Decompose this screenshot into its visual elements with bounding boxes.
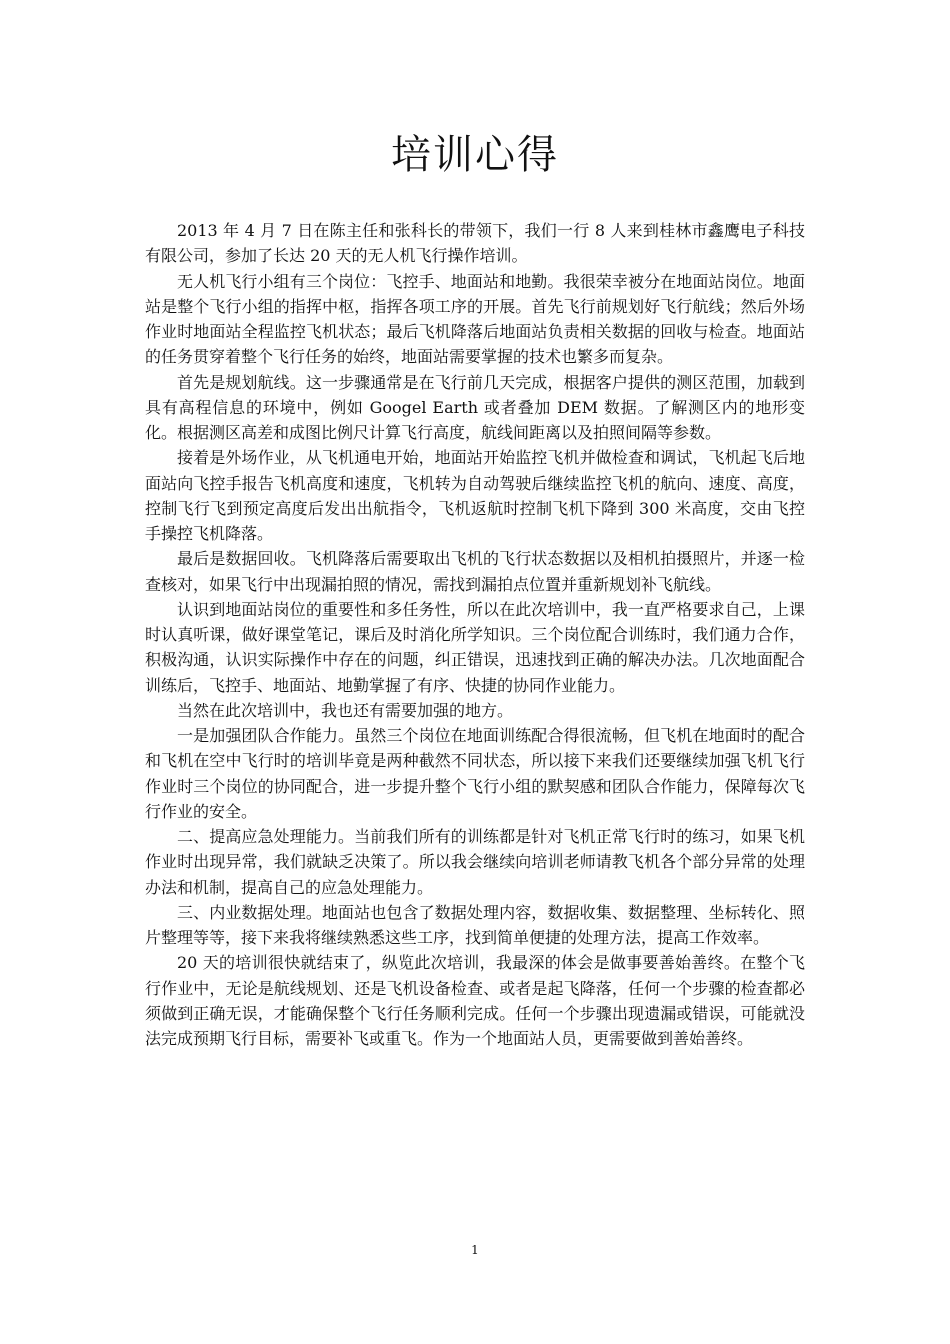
paragraph-8: 一是加强团队合作能力。虽然三个岗位在地面训练配合得很流畅，但飞机在地面时的配合和飞机在空中飞行时的培训毕竟是两种截然不同状态，所以接下来我们还要继续加强飞机飞行作业时三个岗位的协同配合，进一步提升整个飞行小组的默契感和团队合作能力，保障每次飞行作业的安全。	[145, 726, 805, 821]
paragraph-4: 接着是外场作业，从飞机通电开始，地面站开始监控飞机并做检查和调试，飞机起飞后地面站向飞控手报告飞机高度和速度，飞机转为自动驾驶后继续监控飞机的航向、速度、高度，控制飞行飞到预定高度后发出出航指令，飞机返航时控制飞机下降到 300 米高度，交由飞控手操控飞机降落。	[145, 448, 805, 543]
document-title: 培训心得	[391, 132, 559, 178]
paragraph-7: 当然在此次培训中，我也还有需要加强的地方。	[177, 700, 514, 720]
document-body	[145, 218, 805, 1051]
paragraph-3: 首先是规划航线。这一步骤通常是在飞行前几天完成，根据客户提供的测区范围，加载到具有高程信息的环境中，例如 Googel Earth 或者叠加 DEM 数据。了解测区内的地形变化。根据测区高差和成图比例尺计算飞行高度，航线间距离以及拍照间隔等参数。	[145, 372, 805, 442]
paragraph-2: 无人机飞行小组有三个岗位：飞控手、地面站和地勤。我很荣幸被分在地面站岗位。地面站是整个飞行小组的指挥中枢，指挥各项工序的开展。首先飞行前规划好飞行航线；然后外场作业时地面站全程监控飞机状态；最后飞机降落后地面站负责相关数据的回收与检查。地面站的任务贯穿着整个飞行任务的始终，地面站需要掌握的技术也繁多而复杂。	[145, 271, 805, 367]
paragraph-6: 认识到地面站岗位的重要性和多任务性，所以在此次培训中，我一直严格要求自己，上课时认真听课，做好课堂笔记，课后及时消化所学知识。三个岗位配合训练时，我们通力合作，积极沟通，认识实际操作中存在的问题，纠正错误，迅速找到正确的解决办法。几次地面配合训练后，飞控手、地面站、地勤掌握了有序、快捷的协同作业能力。	[145, 599, 805, 695]
paragraph-10: 三、内业数据处理。地面站也包含了数据处理内容，数据收集、数据整理、坐标转化、照片整理等等，接下来我将继续熟悉这些工序，找到简单便捷的处理方法，提高工作效率。	[145, 902, 805, 947]
paragraph-1: 2013 年 4 月 7 日在陈主任和张科长的带领下，我们一行 8 人来到桂林市鑫鹰电子科技有限公司，参加了长达 20 天的无人机飞行操作培训。	[145, 221, 805, 266]
page-number: 1	[471, 1243, 479, 1257]
paragraph-11: 20 天的培训很快就结束了，纵览此次培训，我最深的体会是做事要善始善终。在整个飞行作业中，无论是航线规划、还是飞机设备检查、或者是起飞降落，任何一个步骤的检查都必须做到正确无误，才能确保整个飞行任务顺利完成。任何一个步骤出现遗漏或错误，可能就没法完成预期飞行目标，需要补飞或重飞。作为一个地面站人员，更需要做到善始善终。	[145, 953, 805, 1048]
paragraph-9: 二、提高应急处理能力。当前我们所有的训练都是针对飞机正常飞行时的练习，如果飞机作业时出现异常，我们就缺乏决策了。所以我会继续向培训老师请教飞机各个部分异常的处理办法和机制，提高自己的应急处理能力。	[145, 827, 805, 897]
paragraph-5: 最后是数据回收。飞机降落后需要取出飞机的飞行状态数据以及相机拍摄照片，并逐一检查核对，如果飞行中出现漏拍照的情况，需找到漏拍点位置并重新规划补飞航线。	[145, 549, 805, 594]
